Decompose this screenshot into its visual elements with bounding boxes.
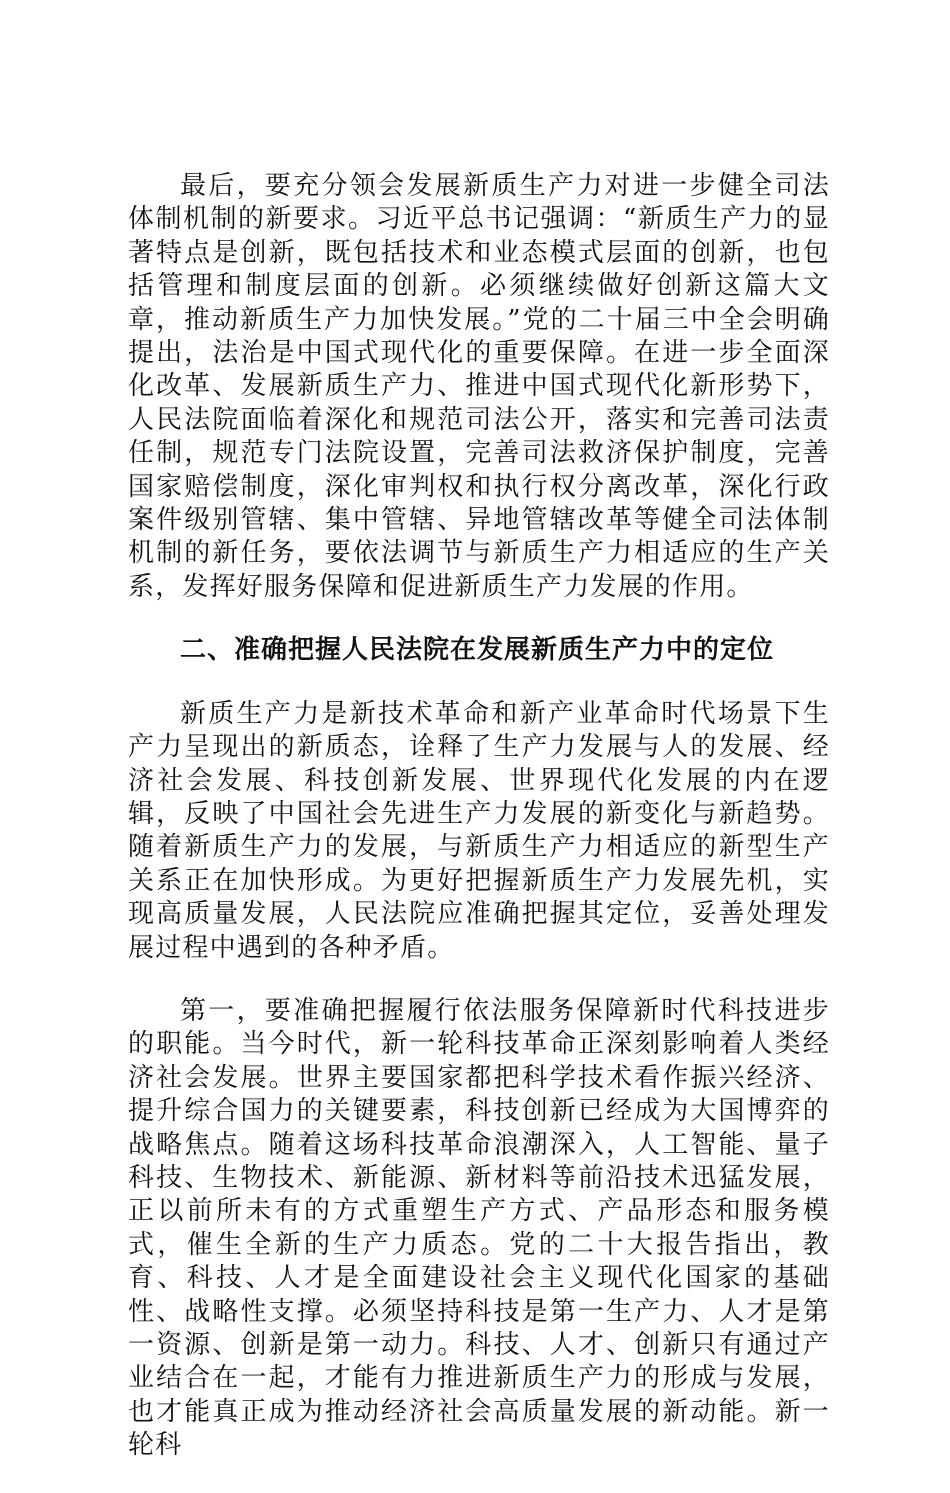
paragraph-new-requirements: 最后，要充分领会发展新质生产力对进一步健全司法体制机制的新要求。习近平总书记强调：“新质生产力的显著特点是创新，既包括技术和业态模式层面的创新，也包括管理和制度层面的创新。必须继续做好创新这篇大文章，推动新质生产力加快发展。”党的二十届三中全会明确提出，法治是中国式现代化的重要保障。在进一步全面深化改革、发展新质生产力、推进中国式现代化新形势下，人民法院面临着深化和规范司法公开，落实和完善司法责任制，规范专门法院设置，完善司法救济保护制度，完善国家赔偿制度，深化审判权和执行权分离改革，深化行政案件级别管辖、集中管辖、异地管辖改革等健全司法体制机制的新任务，要依法调节与新质生产力相适应的生产关系，发挥好服务保障和促进新质生产力发展的作用。 xyxy=(128,171,830,602)
section-heading-2: 二、准确把握人民法院在发展新质生产力中的定位 xyxy=(180,635,775,666)
document-body xyxy=(128,170,830,1493)
paragraph-new-productivity: 新质生产力是新技术革命和新产业革命时代场景下生产力呈现出的新质态，诠释了生产力发展与人的发展、经济社会发展、科技创新发展、世界现代化发展的内在逻辑，反映了中国社会先进生产力发展的新变化与新趋势。随着新质生产力的发展，与新质生产力相适应的新型生产关系正在加快形成。为更好把握新质生产力发展先机，实现高质量发展，人民法院应准确把握其定位，妥善处理发展过程中遇到的各种矛盾。 xyxy=(128,698,830,963)
paragraph-first-point: 第一，要准确把握履行依法服务保障新时代科技进步的职能。当今时代，新一轮科技革命正深刻影响着人类经济社会发展。世界主要国家都把科学技术看作振兴经济、提升综合国力的关键要素，科技创新已经成为大国博弈的战略焦点。随着这场科技革命浪潮深入，人工智能、量子科技、生物技术、新能源、新材料等前沿技术迅猛发展，正以前所未有的方式重塑生产方式、产品形态和服务模式，催生全新的生产力质态。党的二十大报告指出，教育、科技、人才是全面建设社会主义现代化国家的基础性、战略性支撑。必须坚持科技是第一生产力、人才是第一资源、创新是第一动力。科技、人才、创新只有通过产业结合在一起，才能有力推进新质生产力的形成与发展，也才能真正成为推动经济社会高质量发展的新动能。新一轮科 xyxy=(128,995,830,1461)
